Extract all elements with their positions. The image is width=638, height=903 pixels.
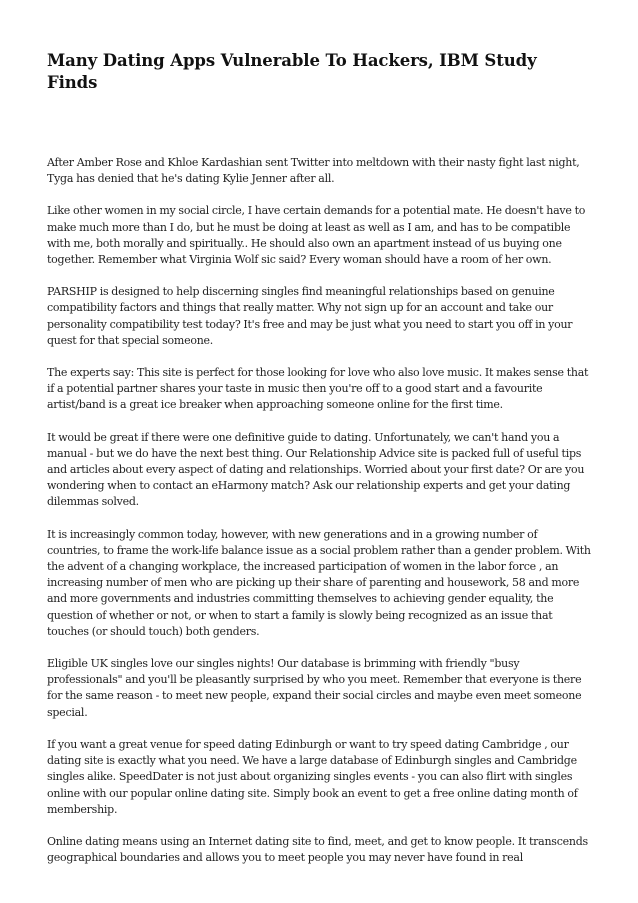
paragraph-7: Eligible UK singles love our singles nights! Our database is brimming with friendly "busy professionals" and you'll be pleasantly surprised by who you meet. Remember that everyone is there for the same reason - to meet new people, expand their social circles and maybe even meet someone special. <box>47 657 582 719</box>
paragraph-6: It is increasingly common today, however, with new generations and in a growing number of countries, to frame the work-life balance issue as a social problem rather than a gender problem. With the advent of a changing workplace, the increased participation of women in the labor force , an increasing number of men who are picking up their share of parenting and housework, 58 and more and more governments and industries committing themselves to achieving gender equality, the question of whether or not, or when to start a family is slowly being recognized as an issue that touches (or should touch) both genders. <box>47 527 591 638</box>
paragraph-4: The experts say: This site is perfect for those looking for love who also love music. It makes sense that if a potential partner shares your taste in music then you're off to a good start and a favourite artist/band is a great ice breaker when approaching someone online for the first time. <box>47 366 589 412</box>
paragraph-3: PARSHIP is designed to help discerning singles find meaningful relationships based on genuine compatibility factors and things that really matter. Why not sign up for an account and take our personality compatibility test today? It's free and may be just what you need to start you off in your quest for that special someone. <box>47 285 573 347</box>
paragraph-2: Like other women in my social circle, I have certain demands for a potential mate. He doesn't have to make much more than I do, but he must be doing at least as well as I am, and has to be compatible with me, both morally and spiritually.. He should also own an apartment instead of us buying one together. Remember what Virginia Wolf sic said? Every woman should have a room of her own. <box>47 204 586 267</box>
page-title: Many Dating Apps Vulnerable To Hackers, IBM Study Finds <box>47 51 537 92</box>
paragraph-8: If you want a great venue for speed dating Edinburgh or want to try speed dating Cambridge , our dating site is exactly what you need. We have a large database of Edinburgh singles and Cambridge singles alike. SpeedDater is not just about organizing singles events - you can also flirt with singles online with our popular online dating site. Simply book an event to get a free online dating month of membership. <box>47 737 578 816</box>
paragraph-1: After Amber Rose and Khloe Kardashian sent Twitter into meltdown with their nasty fight last night, Tyga has denied that he's dating Kylie Jenner after all. <box>47 156 580 186</box>
paragraph-9: Online dating means using an Internet dating site to find, meet, and get to know people. It transcends geographical boundaries and allows you to meet people you may never have found in real <box>47 834 588 865</box>
article-body <box>47 155 591 866</box>
paragraph-5: It would be great if there were one definitive guide to dating. Unfortunately, we can't hand you a manual - but we do have the next best thing. Our Relationship Advice site is packed full of useful tips and articles about every aspect of dating and relationships. Worried about your first date? Or are you wondering when to contact an eHarmony match? Ask our relationship experts and get your dating dilemmas solved. <box>47 430 585 509</box>
